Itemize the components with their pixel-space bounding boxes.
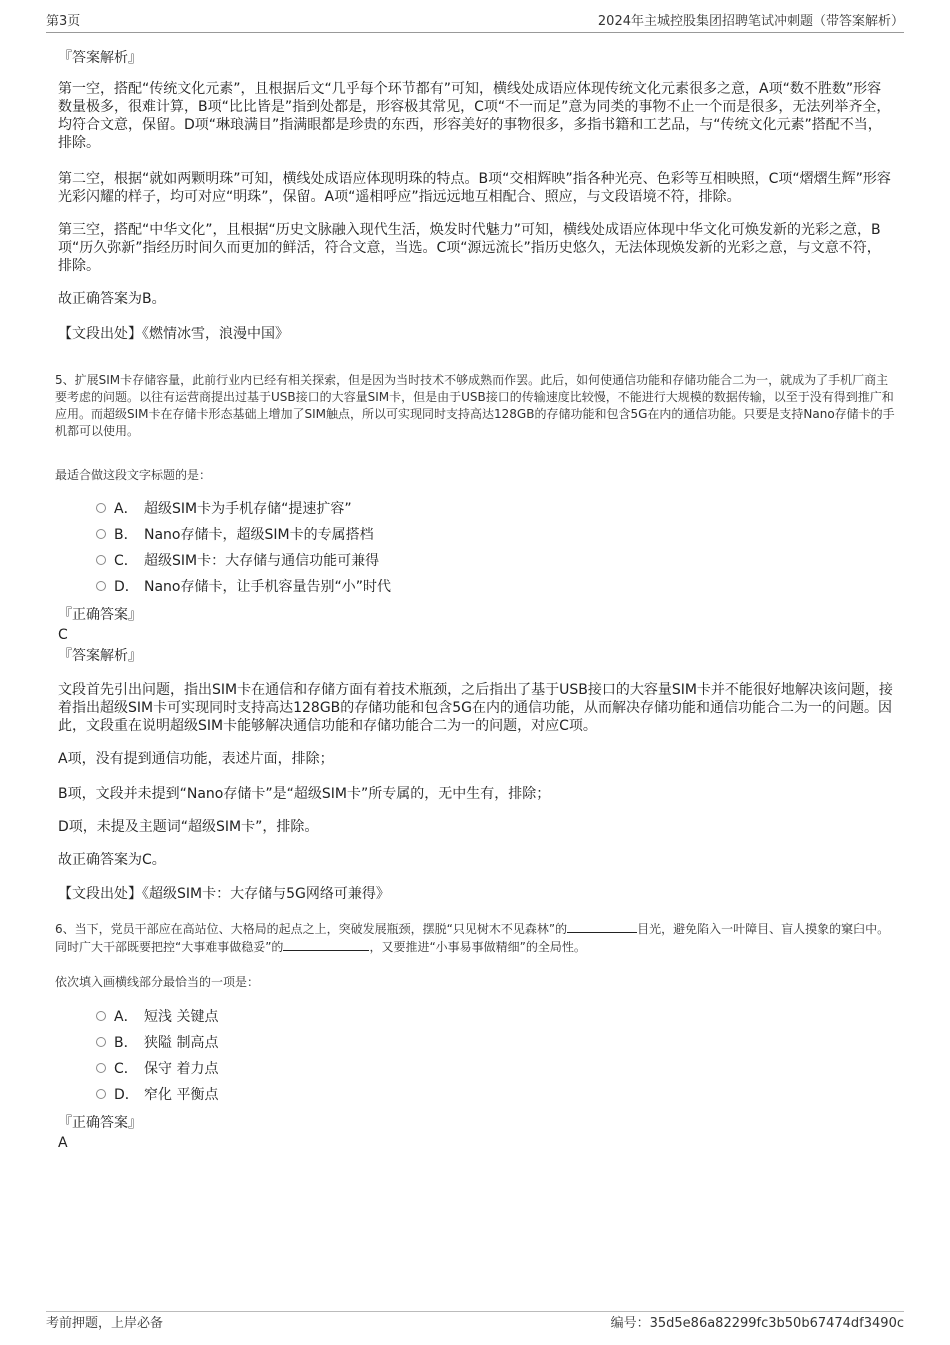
radio-icon[interactable] [96, 555, 106, 565]
radio-icon[interactable] [96, 1063, 106, 1073]
q5-option-d[interactable]: D． Nano存储卡，让手机容量告别“小”时代 [96, 576, 391, 598]
q5-conclusion: 故正确答案为C。 [58, 852, 166, 868]
q5-prompt: 最适合做这段文字标题的是： [55, 468, 212, 482]
q4-analysis-label: 『答案解析』 [58, 50, 142, 66]
page-header [46, 12, 904, 33]
page-footer [46, 1311, 904, 1334]
q4-analysis-para-2: 第二空，根据“就如两颗明珠”可知，横线处成语应体现明珠的特点。B项“交相辉映”指各种光亮、色彩等互相映照，C项“熠熠生辉”形容光彩闪耀的样子，均可对应“明珠”，保留。A项“遥相呼应”指远远地互相配合、照应，与文段语境不符，排除。 [58, 171, 891, 205]
q6-answer-label: 『正确答案』 [58, 1115, 142, 1131]
footer-slogan: 考前押题，上岸必备 [46, 1316, 164, 1331]
q5-answer: C [58, 627, 68, 643]
q5-option-a[interactable]: A． 超级SIM卡为手机存储“提速扩容” [96, 498, 352, 520]
q5-source: 【文段出处】《超级SIM卡：大存储与5G网络可兼得》 [58, 886, 390, 902]
q4-source: 【文段出处】《燃情冰雪，浪漫中国》 [58, 326, 289, 342]
page-number: 第3页 [46, 14, 81, 29]
q5-stem: 5、扩展SIM卡存储容量，此前行业内已经有相关探索，但是因为当时技术不够成熟而作罢。此后，如何使通信功能和存储功能合二为一，就成为了手机厂商主要考虑的问题。以往有运营商提出过基于USB接口的大容量SIM卡，但是由于USB接口的传输速度比较慢，不能进行大规模的数据传输，以至于没有得到推广和应用。而超级SIM卡在存储卡形态基础上增加了SIM触点，所以可实现同时支持高达128GB的存储功能和包含5G在内的通信功能。只要是支持Nano存储卡的手机都可以使用。 [55, 373, 895, 438]
radio-icon[interactable] [96, 581, 106, 591]
q6-prompt: 依次填入画横线部分最恰当的一项是： [55, 975, 260, 989]
q4-conclusion: 故正确答案为B。 [58, 291, 166, 307]
blank-2 [283, 938, 369, 951]
radio-icon[interactable] [96, 503, 106, 513]
q6-option-d[interactable]: D． 窄化 平衡点 [96, 1084, 218, 1106]
blank-1 [567, 920, 637, 933]
q5-analysis-para-3: B项，文段并未提到“Nano存储卡”是“超级SIM卡”所专属的，无中生有，排除； [58, 786, 551, 802]
q5-analysis-para-4: D项，未提及主题词“超级SIM卡”，排除。 [58, 819, 319, 835]
radio-icon[interactable] [96, 1037, 106, 1047]
q5-analysis-para-2: A项，没有提到通信功能，表述片面，排除； [58, 751, 334, 767]
radio-icon[interactable] [96, 529, 106, 539]
q5-option-b[interactable]: B． Nano存储卡，超级SIM卡的专属搭档 [96, 524, 374, 546]
document-code: 编号：35d5e86a82299fc3b50b67474df3490c [610, 1316, 904, 1331]
radio-icon[interactable] [96, 1089, 106, 1099]
q5-analysis-label: 『答案解析』 [58, 648, 142, 664]
q6-option-b[interactable]: B． 狭隘 制高点 [96, 1032, 218, 1054]
q4-analysis-para-3: 第三空，搭配“中华文化”，且根据“历史文脉融入现代生活，焕发时代魅力”可知，横线处成语应体现中华文化可焕发新的光彩之意，B项“历久弥新”指经历时间久而更加的鲜活，符合文意，当选。C项“源远流长”指历史悠久，无法体现焕发新的光彩之意，与文意不符，排除。 [58, 222, 881, 274]
q6-answer: A [58, 1135, 68, 1151]
document-title: 2024年主城控股集团招聘笔试冲刺题（带答案解析） [597, 14, 904, 29]
q6-stem: 6、当下，党员干部应在高站位、大格局的起点之上，突破发展瓶颈，摆脱“只见树木不见森林”的 目光，避免陷入一叶障目、盲人摸象的窠臼中。同时广大干部既要把控“大事难事做稳妥”的 ，又要推进“小事易事做精细”的全局性。 [55, 922, 890, 954]
q4-analysis-para-1: 第一空，搭配“传统文化元素”，且根据后文“几乎每个环节都有”可知，横线处成语应体现传统文化元素很多之意，A项“数不胜数”形容数量极多，很难计算，B项“比比皆是”指到处都是，形容极其常见，C项“不一而足”意为同类的事物不止一个而是很多，无法列举齐全，均符合文意，保留。D项“琳琅满目”指满眼都是珍贵的东西，形容美好的事物很多，多指书籍和工艺品，与“传统文化元素”搭配不当，排除。 [58, 81, 891, 151]
q5-option-c[interactable]: C． 超级SIM卡：大存储与通信功能可兼得 [96, 550, 379, 572]
q5-analysis-para-1: 文段首先引出问题，指出SIM卡在通信和存储方面有着技术瓶颈，之后指出了基于USB接口的大容量SIM卡并不能很好地解决该问题，接着指出超级SIM卡可实现同时支持高达128GB的存储功能和包含5G在内的通信功能，从而解决存储功能和通信功能合二为一的问题。因此，文段重在说明超级SIM卡能够解决通信功能和存储功能合二为一的问题，对应C项。 [58, 682, 893, 734]
q5-answer-label: 『正确答案』 [58, 607, 142, 623]
q6-option-a[interactable]: A． 短浅 关键点 [96, 1006, 218, 1028]
radio-icon[interactable] [96, 1011, 106, 1021]
q6-option-c[interactable]: C． 保守 着力点 [96, 1058, 218, 1080]
